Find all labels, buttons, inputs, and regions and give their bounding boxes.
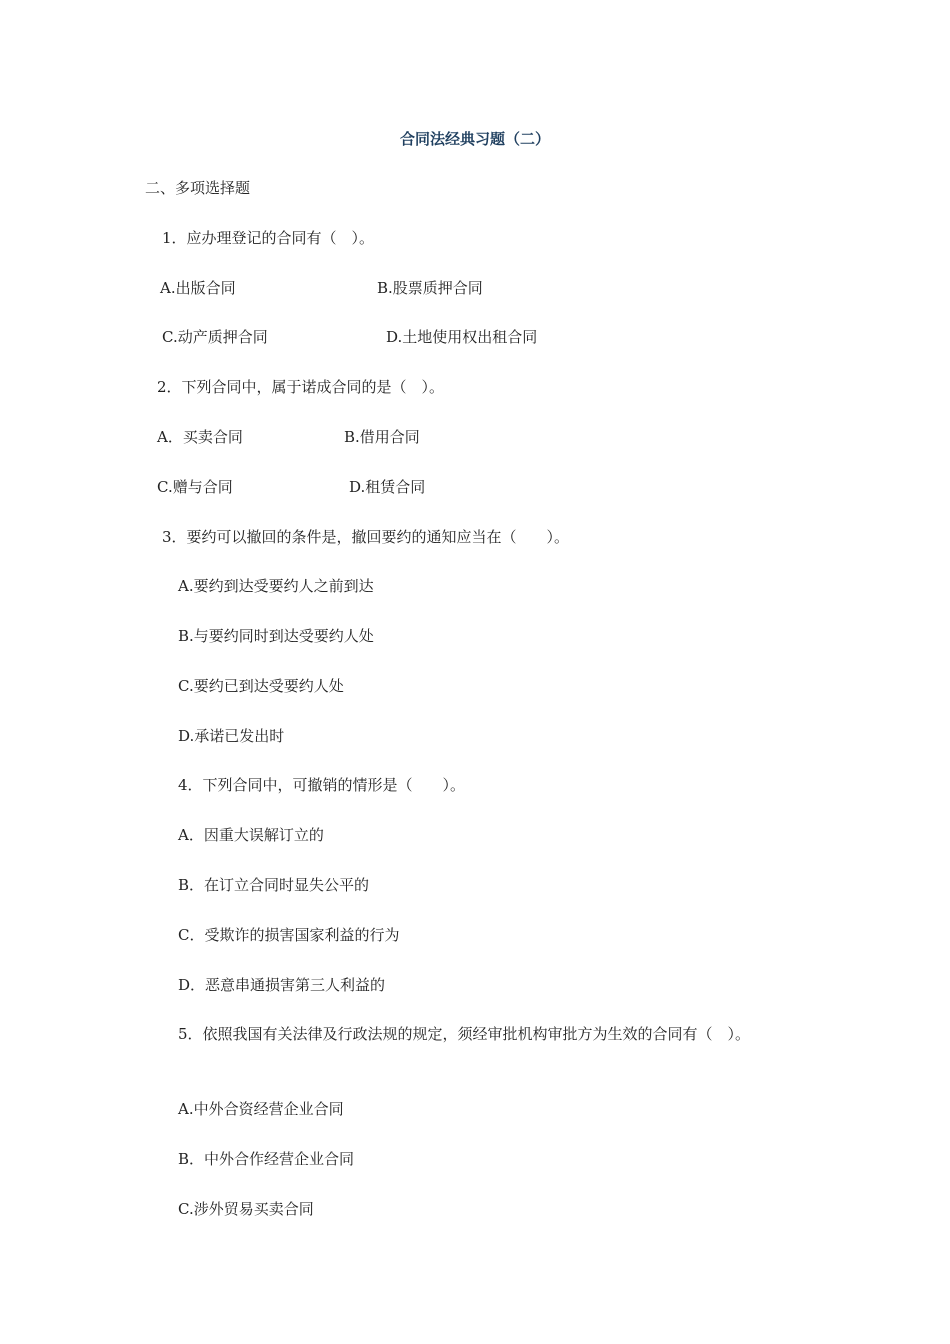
section-heading: 二、多项选择题 xyxy=(145,179,251,197)
q2-option-b: B.借用合同 xyxy=(344,428,420,446)
q2-option-d: D.租赁合同 xyxy=(349,478,426,496)
q3-option-a: A.要约到达受要约人之前到达 xyxy=(178,577,374,595)
q5-option-b: B．中外合作经营企业合同 xyxy=(178,1150,355,1168)
q3-option-d: D.承诺已发出时 xyxy=(178,727,285,745)
question-4: 4．下列合同中，可撤销的情形是（ ）。 xyxy=(178,776,466,794)
q1-option-d: D.土地使用权出租合同 xyxy=(386,328,538,346)
q1-option-a: A.出版合同 xyxy=(160,279,236,297)
q4-option-d: D．恶意串通损害第三人利益的 xyxy=(178,976,386,994)
q3-option-b: B.与要约同时到达受要约人处 xyxy=(178,627,374,645)
q2-option-c: C.赠与合同 xyxy=(157,478,233,496)
q3-option-c: C.要约已到达受要约人处 xyxy=(178,677,344,695)
question-1: 1．应办理登记的合同有（ ）。 xyxy=(162,229,375,247)
q4-option-c: C．受欺诈的损害国家利益的行为 xyxy=(178,926,400,944)
q4-option-a: A．因重大误解订立的 xyxy=(178,826,324,844)
q1-option-c: C.动产质押合同 xyxy=(162,328,268,346)
q5-option-c: C.涉外贸易买卖合同 xyxy=(178,1200,314,1218)
q1-option-b: B.股票质押合同 xyxy=(377,279,483,297)
document-title: 合同法经典习题（二） xyxy=(399,130,550,148)
q4-option-b: B．在订立合同时显失公平的 xyxy=(178,876,370,894)
q2-option-a: A．买卖合同 xyxy=(157,428,243,446)
question-3: 3．要约可以撤回的条件是，撤回要约的通知应当在（ ）。 xyxy=(162,528,570,546)
question-2: 2．下列合同中，属于诺成合同的是（ ）。 xyxy=(157,378,445,396)
q5-option-a: A.中外合资经营企业合同 xyxy=(178,1100,344,1118)
question-5: 5．依照我国有关法律及行政法规的规定，须经审批机构审批方为生效的合同有（ ）。 xyxy=(178,1025,751,1043)
